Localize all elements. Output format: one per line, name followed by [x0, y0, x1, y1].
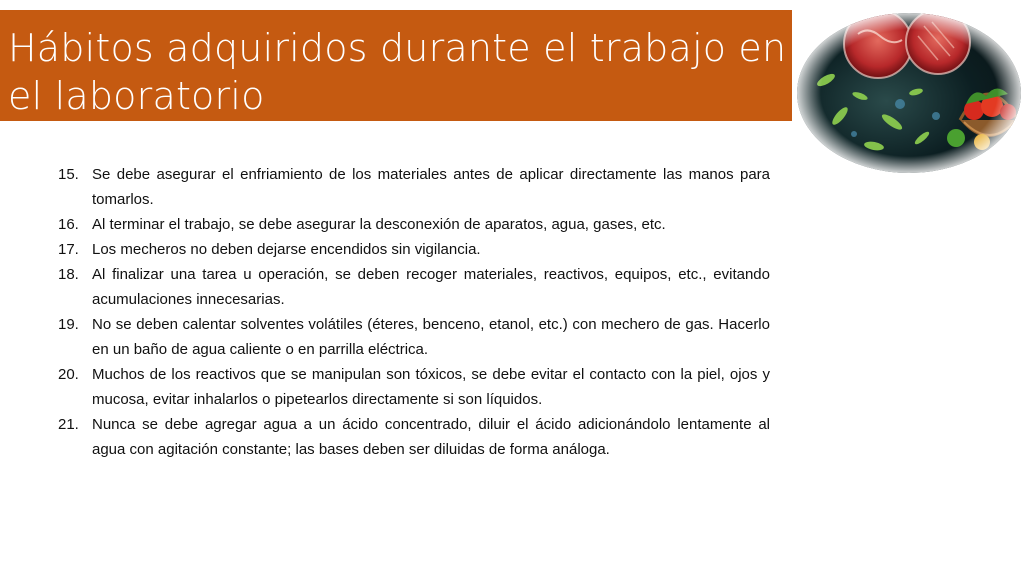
list-item-text: Se debe asegurar el enfriamiento de los materiales antes de aplicar directamente las manos para tomarlos. — [92, 166, 770, 208]
list-item-text: Muchos de los reactivos que se manipulan son tóxicos, se debe evitar el contacto con la piel, ojos y mucosa, evitar inhalarlos o pipetearlos directamente si son líquidos. — [92, 366, 770, 408]
list-item-number: 15. — [58, 166, 79, 183]
safety-habits-list — [58, 162, 770, 462]
title-bar — [0, 10, 792, 121]
list-item-number: 18. — [58, 266, 79, 283]
list-item-20 — [58, 362, 770, 412]
slide-title: Hábitos adquiridos durante el trabajo en el laboratorio — [8, 26, 787, 118]
list-item-18 — [58, 262, 770, 312]
list-item-17 — [58, 237, 770, 262]
list-item-21 — [58, 412, 770, 462]
list-item-text: Nunca se debe agregar agua a un ácido concentrado, diluir el ácido adicionándolo lentamente al agua con agitación constante; las bases deben ser diluidas de forma análoga. — [92, 416, 770, 458]
list-item-text: No se deben calentar solventes volátiles (éteres, benceno, etanol, etc.) con mechero de gas. Hacerlo en un baño de agua caliente o en parrilla eléctrica. — [92, 316, 770, 358]
microbes-vegetables-photo — [796, 12, 1022, 174]
list-item-number: 17. — [58, 241, 79, 258]
list-item-19 — [58, 312, 770, 362]
list-item-text: Los mecheros no deben dejarse encendidos sin vigilancia. — [92, 241, 481, 258]
list-item-15 — [58, 162, 770, 212]
list-item-text: Al terminar el trabajo, se debe asegurar la desconexión de aparatos, agua, gases, etc. — [92, 216, 666, 233]
list-item-text: Al finalizar una tarea u operación, se deben recoger materiales, reactivos, equipos, etc., evitando acumulaciones innecesarias. — [92, 266, 770, 308]
list-item-number: 21. — [58, 416, 79, 433]
list-item-number: 19. — [58, 316, 79, 333]
list-item-16 — [58, 212, 770, 237]
list-item-number: 16. — [58, 216, 79, 233]
list-item-number: 20. — [58, 366, 79, 383]
